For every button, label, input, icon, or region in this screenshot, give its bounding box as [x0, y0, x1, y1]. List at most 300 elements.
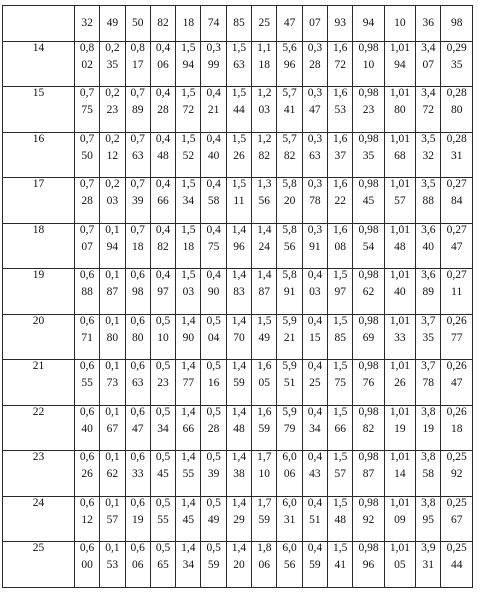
value-upper-line: 0,5: [155, 451, 171, 464]
value-lower-line: 32: [422, 149, 435, 162]
value-cell: [277, 223, 302, 269]
value-upper-line: 1,5: [231, 132, 247, 145]
value-lower-line: 49: [207, 513, 220, 526]
value-upper-line: 0,4: [307, 269, 323, 282]
value-upper-line: 0,4: [307, 314, 323, 327]
value-lower-line: 18: [182, 240, 195, 253]
header-cell: 47: [277, 6, 302, 42]
row-label-cell: 24: [3, 496, 75, 542]
value-lower-line: 54: [362, 240, 375, 253]
header-cell: 36: [416, 6, 441, 42]
value-lower-line: 48: [233, 422, 245, 435]
value-upper-line: 1,6: [333, 178, 348, 191]
value-cell: [441, 223, 473, 269]
value-lower-line: 94: [394, 58, 406, 71]
value-lower-line: 12: [81, 513, 93, 526]
value-upper-line: 1,01: [389, 405, 410, 418]
value-cell: [176, 496, 201, 542]
value-upper-line: 0,5: [155, 542, 171, 555]
value-cell: [226, 314, 251, 360]
value-upper-line: 1,4: [231, 223, 247, 236]
value-lower-line: 41: [334, 559, 346, 572]
value-lower-line: 92: [450, 468, 463, 481]
value-upper-line: 5,8: [282, 269, 297, 282]
value-cell: [277, 405, 302, 451]
table-row: [3, 496, 473, 542]
value-upper-line: 1,4: [181, 314, 196, 327]
value-lower-line: 59: [258, 422, 270, 435]
value-upper-line: 5,9: [282, 360, 297, 373]
value-lower-line: 59: [233, 377, 245, 390]
value-upper-line: 0,26: [446, 360, 467, 373]
header-cell: 25: [252, 6, 277, 42]
value-lower-line: 77: [182, 377, 195, 390]
value-cell: [441, 314, 473, 360]
value-upper-line: 3,5: [421, 132, 436, 145]
value-upper-line: 0,6: [130, 405, 145, 418]
value-cell: [201, 178, 226, 224]
value-upper-line: 0,2: [105, 41, 120, 54]
value-lower-line: 68: [394, 149, 406, 162]
header-row: [3, 6, 473, 42]
value-lower-line: 03: [258, 104, 270, 117]
value-lower-line: 39: [131, 195, 144, 208]
value-cell: [201, 496, 226, 542]
value-lower-line: 87: [362, 468, 375, 481]
table-row: [3, 41, 473, 87]
value-cell: [416, 451, 441, 497]
header-cell: 18: [176, 6, 201, 42]
value-upper-line: 3,4: [421, 41, 436, 54]
value-upper-line: 1,1: [257, 41, 272, 54]
value-cell: [125, 360, 150, 406]
value-lower-line: 21: [207, 104, 220, 117]
value-cell: [201, 41, 226, 87]
value-upper-line: 0,98: [358, 360, 379, 373]
value-lower-line: 20: [283, 195, 296, 208]
value-cell: [201, 87, 226, 133]
value-cell: [416, 496, 441, 542]
value-upper-line: 0,1: [105, 542, 120, 555]
value-cell: [353, 496, 384, 542]
value-lower-line: 49: [258, 331, 270, 344]
value-lower-line: 34: [182, 559, 195, 572]
value-lower-line: 59: [207, 559, 220, 572]
value-lower-line: 45: [362, 195, 375, 208]
value-cell: [302, 451, 327, 497]
header-cell: 98: [441, 6, 473, 42]
value-lower-line: 75: [207, 240, 220, 253]
value-lower-line: 88: [422, 195, 435, 208]
value-lower-line: 19: [131, 513, 144, 526]
value-lower-line: 40: [81, 422, 93, 435]
value-lower-line: 57: [334, 468, 346, 481]
value-cell: [441, 451, 473, 497]
value-cell: [302, 314, 327, 360]
header-cell: 49: [100, 6, 125, 42]
value-cell: [277, 87, 302, 133]
value-upper-line: 0,4: [155, 132, 171, 145]
value-cell: [125, 223, 150, 269]
value-lower-line: 71: [81, 331, 93, 344]
value-upper-line: 0,7: [79, 87, 95, 100]
row-label-cell: 16: [3, 132, 75, 178]
value-lower-line: 48: [157, 149, 169, 162]
value-lower-line: 20: [233, 559, 245, 572]
value-upper-line: 3,8: [421, 405, 436, 418]
value-cell: [201, 451, 226, 497]
value-upper-line: 5,6: [282, 41, 297, 54]
value-cell: [100, 269, 125, 315]
value-cell: [277, 360, 302, 406]
value-upper-line: 0,1: [105, 269, 120, 282]
value-upper-line: 1,5: [333, 405, 348, 418]
value-lower-line: 91: [309, 240, 321, 253]
value-lower-line: 39: [207, 468, 220, 481]
value-lower-line: 56: [258, 195, 270, 208]
value-upper-line: 5,7: [282, 87, 297, 100]
value-cell: [74, 41, 99, 87]
value-upper-line: 0,7: [130, 132, 145, 145]
header-cell: 32: [74, 6, 99, 42]
value-upper-line: 1,5: [333, 269, 348, 282]
value-lower-line: 18: [131, 240, 144, 253]
value-cell: [176, 178, 201, 224]
value-cell: [252, 223, 277, 269]
value-cell: [384, 87, 415, 133]
value-lower-line: 47: [450, 240, 463, 253]
value-lower-line: 09: [394, 513, 406, 526]
value-upper-line: 0,98: [358, 269, 379, 282]
value-cell: [277, 496, 302, 542]
value-upper-line: 5,8: [282, 178, 297, 191]
value-upper-line: 0,7: [79, 178, 95, 191]
value-cell: [328, 178, 353, 224]
value-upper-line: 0,4: [206, 223, 221, 236]
table-row: [3, 223, 473, 269]
value-upper-line: 0,4: [307, 360, 323, 373]
row-label-cell: 17: [3, 178, 75, 224]
value-lower-line: 23: [106, 104, 119, 117]
value-lower-line: 06: [283, 468, 296, 481]
value-upper-line: 0,6: [130, 269, 145, 282]
value-upper-line: 0,4: [155, 41, 171, 54]
value-cell: [150, 41, 175, 87]
value-lower-line: 99: [207, 58, 220, 71]
value-cell: [150, 314, 175, 360]
value-cell: [252, 87, 277, 133]
value-lower-line: 63: [131, 377, 144, 390]
value-cell: [226, 269, 251, 315]
value-lower-line: 96: [283, 58, 296, 71]
value-cell: [125, 178, 150, 224]
value-cell: [277, 542, 302, 588]
value-upper-line: 0,3: [307, 223, 323, 236]
value-cell: [353, 405, 384, 451]
value-cell: [252, 360, 277, 406]
value-cell: [226, 405, 251, 451]
value-cell: [125, 132, 150, 178]
value-cell: [176, 223, 201, 269]
value-cell: [125, 405, 150, 451]
value-lower-line: 80: [131, 331, 144, 344]
value-cell: [441, 542, 473, 588]
value-lower-line: 79: [283, 422, 296, 435]
value-upper-line: 1,01: [389, 269, 410, 282]
value-lower-line: 55: [81, 377, 93, 390]
value-cell: [252, 132, 277, 178]
value-upper-line: 0,27: [446, 223, 467, 236]
value-cell: [252, 496, 277, 542]
value-lower-line: 24: [258, 240, 270, 253]
value-cell: [302, 269, 327, 315]
value-lower-line: 92: [362, 513, 375, 526]
value-lower-line: 66: [157, 195, 169, 208]
value-cell: [302, 178, 327, 224]
value-upper-line: 0,6: [79, 496, 95, 509]
value-cell: [302, 405, 327, 451]
value-upper-line: 1,01: [389, 87, 410, 100]
value-upper-line: 0,27: [446, 269, 467, 282]
value-upper-line: 1,01: [389, 542, 410, 555]
value-lower-line: 25: [309, 377, 321, 390]
value-lower-line: 76: [362, 377, 375, 390]
value-cell: [353, 87, 384, 133]
value-upper-line: 0,4: [206, 132, 221, 145]
value-cell: [226, 542, 251, 588]
value-lower-line: 62: [362, 286, 375, 299]
value-upper-line: 0,27: [446, 178, 467, 191]
value-cell: [416, 542, 441, 588]
value-lower-line: 51: [283, 377, 296, 390]
value-lower-line: 83: [233, 286, 245, 299]
value-cell: [353, 542, 384, 588]
value-cell: [384, 451, 415, 497]
value-cell: [150, 542, 175, 588]
value-upper-line: 1,6: [333, 223, 348, 236]
value-lower-line: 28: [207, 422, 220, 435]
value-upper-line: 0,6: [130, 360, 145, 373]
value-upper-line: 0,3: [307, 87, 323, 100]
value-upper-line: 3,7: [421, 314, 436, 327]
value-cell: [302, 87, 327, 133]
value-upper-line: 0,7: [79, 132, 95, 145]
value-cell: [277, 41, 302, 87]
table-row: [3, 132, 473, 178]
value-cell: [416, 223, 441, 269]
value-cell: [226, 496, 251, 542]
value-lower-line: 56: [283, 559, 296, 572]
value-upper-line: 0,5: [155, 496, 171, 509]
value-upper-line: 0,1: [105, 451, 120, 464]
value-upper-line: 5,7: [282, 132, 297, 145]
table-row: [3, 178, 473, 224]
value-cell: [150, 87, 175, 133]
value-lower-line: 59: [258, 513, 270, 526]
value-lower-line: 28: [309, 58, 321, 71]
header-cell: 85: [226, 6, 251, 42]
value-cell: [416, 360, 441, 406]
value-upper-line: 0,4: [155, 223, 171, 236]
value-cell: [100, 451, 125, 497]
value-upper-line: 1,4: [231, 542, 247, 555]
value-upper-line: 1,4: [231, 496, 247, 509]
value-cell: [226, 178, 251, 224]
value-lower-line: 12: [106, 149, 119, 162]
value-upper-line: 0,6: [130, 314, 145, 327]
value-lower-line: 70: [233, 331, 245, 344]
value-cell: [277, 269, 302, 315]
value-cell: [150, 223, 175, 269]
value-cell: [226, 41, 251, 87]
value-lower-line: 94: [106, 240, 119, 253]
value-upper-line: 5,9: [282, 314, 297, 327]
value-cell: [176, 405, 201, 451]
value-upper-line: 1,6: [333, 132, 348, 145]
value-upper-line: 5,9: [282, 405, 297, 418]
value-upper-line: 1,5: [231, 178, 247, 191]
value-upper-line: 1,4: [231, 314, 247, 327]
value-upper-line: 0,4: [155, 269, 171, 282]
value-upper-line: 1,4: [181, 360, 196, 373]
value-lower-line: 82: [362, 422, 375, 435]
value-lower-line: 33: [131, 468, 144, 481]
value-lower-line: 26: [394, 377, 406, 390]
value-lower-line: 28: [157, 104, 169, 117]
header-cell: 74: [201, 6, 226, 42]
value-cell: [328, 41, 353, 87]
value-upper-line: 0,5: [206, 314, 221, 327]
value-cell: [328, 542, 353, 588]
value-cell: [353, 41, 384, 87]
value-cell: [176, 269, 201, 315]
value-upper-line: 1,3: [257, 178, 272, 191]
corner-cell: [3, 6, 75, 42]
table-row: [3, 87, 473, 133]
value-cell: [201, 360, 226, 406]
value-lower-line: 00: [81, 559, 93, 572]
value-cell: [226, 451, 251, 497]
value-lower-line: 69: [362, 331, 375, 344]
value-cell: [176, 360, 201, 406]
value-lower-line: 35: [362, 149, 375, 162]
value-lower-line: 55: [182, 468, 195, 481]
value-lower-line: 53: [106, 559, 119, 572]
value-upper-line: 1,5: [181, 269, 196, 282]
value-lower-line: 26: [81, 468, 93, 481]
row-label-cell: 21: [3, 360, 75, 406]
value-upper-line: 0,1: [105, 223, 120, 236]
row-label-cell: 14: [3, 41, 75, 87]
value-upper-line: 0,6: [130, 496, 145, 509]
value-lower-line: 53: [334, 104, 346, 117]
value-upper-line: 5,8: [282, 223, 297, 236]
value-cell: [201, 314, 226, 360]
value-cell: [328, 360, 353, 406]
value-cell: [416, 314, 441, 360]
value-lower-line: 06: [258, 559, 270, 572]
row-label-cell: 19: [3, 269, 75, 315]
value-cell: [100, 87, 125, 133]
value-lower-line: 47: [131, 422, 144, 435]
value-lower-line: 97: [334, 286, 346, 299]
value-upper-line: 0,3: [307, 41, 323, 54]
value-lower-line: 48: [394, 240, 406, 253]
value-cell: [328, 496, 353, 542]
value-upper-line: 0,6: [79, 360, 95, 373]
value-lower-line: 78: [309, 195, 321, 208]
value-lower-line: 18: [258, 58, 270, 71]
value-upper-line: 0,5: [206, 360, 221, 373]
value-upper-line: 1,6: [257, 360, 272, 373]
value-lower-line: 59: [309, 559, 321, 572]
value-cell: [176, 542, 201, 588]
value-upper-line: 3,5: [421, 178, 436, 191]
value-cell: [252, 451, 277, 497]
value-lower-line: 45: [157, 468, 169, 481]
value-upper-line: 0,6: [130, 542, 145, 555]
value-lower-line: 80: [394, 104, 406, 117]
value-lower-line: 52: [182, 149, 195, 162]
value-upper-line: 0,25: [446, 451, 467, 464]
row-label-cell: 18: [3, 223, 75, 269]
value-lower-line: 45: [182, 513, 195, 526]
value-upper-line: 1,4: [257, 269, 272, 282]
value-upper-line: 1,4: [231, 451, 247, 464]
value-upper-line: 0,4: [307, 542, 323, 555]
value-lower-line: 66: [334, 422, 346, 435]
value-upper-line: 0,6: [79, 542, 95, 555]
value-upper-line: 1,4: [231, 405, 247, 418]
value-lower-line: 05: [258, 377, 270, 390]
value-cell: [328, 132, 353, 178]
value-cell: [302, 132, 327, 178]
value-upper-line: 1,6: [333, 87, 348, 100]
value-cell: [441, 132, 473, 178]
value-lower-line: 21: [283, 331, 296, 344]
value-upper-line: 0,5: [155, 360, 171, 373]
value-upper-line: 3,4: [421, 87, 436, 100]
value-cell: [353, 178, 384, 224]
value-lower-line: 77: [450, 331, 463, 344]
value-lower-line: 17: [131, 58, 144, 71]
value-upper-line: 0,8: [130, 41, 145, 54]
value-lower-line: 58: [422, 468, 435, 481]
value-cell: [384, 360, 415, 406]
value-lower-line: 28: [81, 195, 93, 208]
value-lower-line: 63: [309, 149, 321, 162]
value-cell: [226, 87, 251, 133]
value-cell: [277, 132, 302, 178]
value-upper-line: 0,98: [358, 314, 379, 327]
value-upper-line: 0,1: [105, 405, 120, 418]
value-lower-line: 19: [394, 422, 406, 435]
value-lower-line: 10: [362, 58, 375, 71]
value-cell: [100, 178, 125, 224]
value-cell: [125, 269, 150, 315]
value-upper-line: 0,98: [358, 405, 379, 418]
value-lower-line: 82: [157, 240, 169, 253]
value-cell: [100, 223, 125, 269]
value-lower-line: 56: [283, 240, 296, 253]
value-lower-line: 26: [233, 149, 245, 162]
value-cell: [125, 542, 150, 588]
value-cell: [150, 405, 175, 451]
value-upper-line: 1,2: [257, 132, 272, 145]
table-row: [3, 405, 473, 451]
value-upper-line: 1,5: [257, 314, 272, 327]
value-cell: [176, 87, 201, 133]
